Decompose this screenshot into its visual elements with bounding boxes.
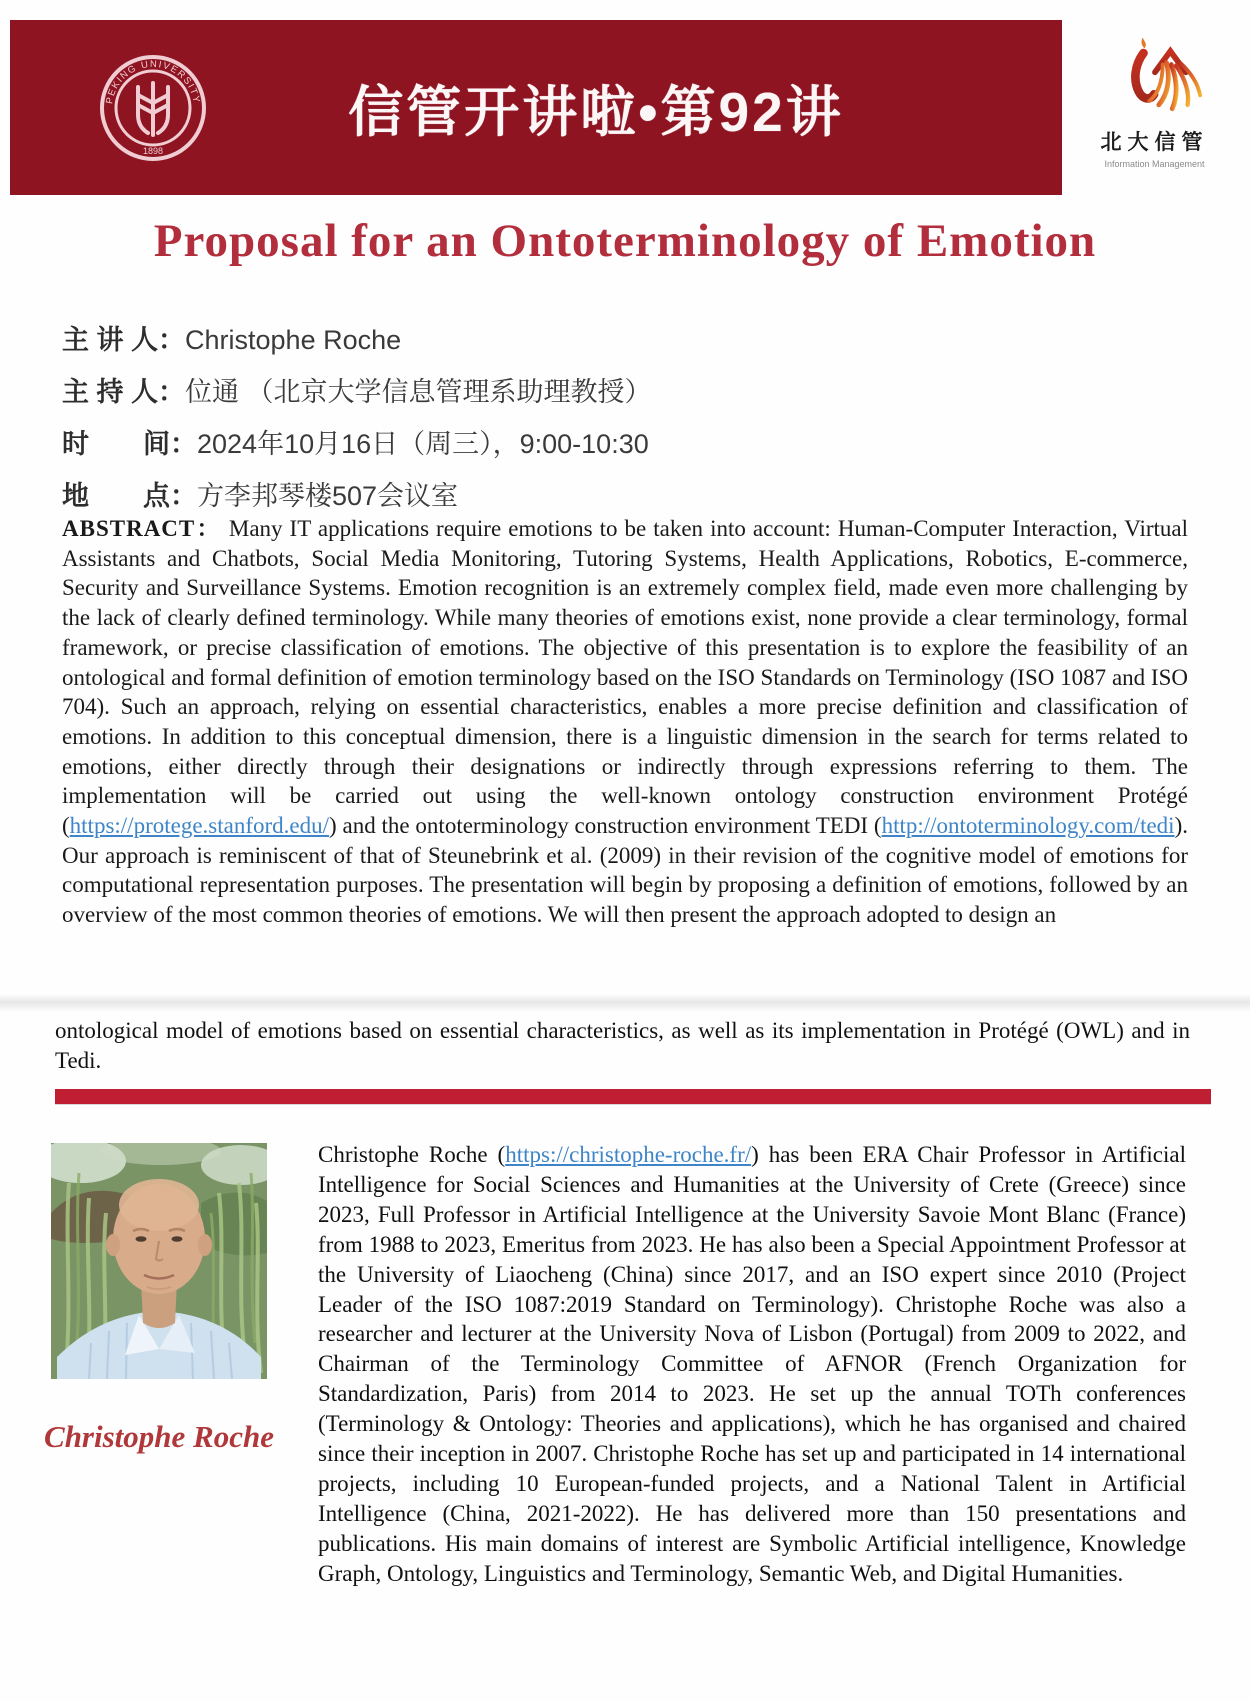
time-value: 2024年10月16日（周三），9:00-10:30 — [197, 429, 649, 459]
detail-row-speaker — [62, 322, 1190, 359]
host-label: 主 持 人： — [62, 377, 186, 407]
screenshot-seam — [0, 994, 1250, 1012]
abstract-text-1: Many IT applications require emotions to be taken into account: Human-Computer Interaction, Virtual Assistants and Chatbots, Social Media Monitoring, Tutoring Systems, Health Applications, Robotics, E-commerce, Security and Surveillance Systems. Emotion recognition is an extremely complex field, made even more challenging by the lack of clearly defined terminology. While many theories of emotions exist, none provide a clear terminology, formal framework, or precise classification of emotions. The objective of this presentation is to explore the feasibility of an ontological and formal definition of emotion terminology based on the ISO Standards on Terminology (ISO 1087 and ISO 704). Such an approach, relying on essential characteristics, enables a more precise definition and classification of emotions. In addition to this conceptual dimension, there is a linguistic dimension in the search for terms related to emotions, either directly through their designations or indirectly through expressions referring to them. The implementation will be carried out using the well-known ontology construction environment Protégé ( — [62, 516, 1188, 839]
department-logo-cn: 北大信管 — [1100, 131, 1209, 154]
speaker-label: 主 讲 人： — [62, 325, 186, 355]
speaker-photo-column — [0, 1140, 318, 1589]
abstract-continuation: ontological model of emotions based on essential characteristics, as well as its implementation in Protégé (OWL) and in Tedi. — [55, 1018, 1190, 1073]
department-logo-en: Information Management — [1104, 159, 1205, 169]
abstract-paragraph — [62, 514, 1188, 930]
abstract-heading: ABSTRACT： — [62, 516, 222, 541]
abstract-text-3: ). Our approach is reminiscent of that of Steunebrink et al. (2009) in their revision of the cognitive model of emotions for computational representation purposes. The presentation will begin by proposing a definition of emotions, followed by an overview of the most common theories of emotions. We will then present the approach adopted to design an — [62, 813, 1188, 928]
detail-row-host — [62, 374, 1190, 411]
location-value: 方李邦琴楼507会议室 — [197, 481, 459, 511]
series-title: 信管开讲啦•第92讲 — [348, 81, 844, 143]
page-title: Proposal for an Ontoterminology of Emotion — [153, 215, 1097, 267]
detail-row-location — [62, 478, 1190, 515]
header-banner — [10, 20, 1062, 195]
speaker-bio-section — [0, 1140, 1250, 1589]
protege-link[interactable]: https://protege.stanford.edu/ — [69, 813, 330, 839]
speaker-photo — [51, 1143, 267, 1379]
speaker-name-caption: Christophe Roche — [44, 1419, 274, 1454]
peking-university-seal-icon — [98, 53, 208, 163]
im-flame-logo-icon — [1107, 32, 1203, 124]
seal-year-text: 1898 — [142, 146, 164, 156]
department-logo — [1072, 32, 1237, 182]
section-divider — [55, 1089, 1211, 1104]
time-label: 时 间： — [62, 429, 197, 459]
host-value: 位通 （北京大学信息管理系助理教授） — [185, 377, 652, 407]
bio-text-2: ) has been ERA Chair Professor in Artificial Intelligence for Social Sciences and Humanities at the University of Crete (Greece) since 2023, Full Professor in Artificial Intelligence at the University Savoie Mont Blanc (France) from 1988 to 2023, Emeritus from 2023. He has also been a Special Appointment Professor at the University of Liaocheng (China) since 2017, and an ISO expert since 2010 (Project Leader of the ISO 1087:2019 Standard on Terminology). Christophe Roche was also a researcher and lecturer at the University Nova of Lisbon (Portugal) from 2009 to 2022, and Chairman of the Terminology Committee of AFNOR (French Organization for Standardization, Paris) from 2014 to 2023. He set up the annual TOTh conferences (Terminology & Ontology: Theories and applications), which he has organised and chaired since their inception in 2007. Christophe Roche has set up and participated in 14 international projects, including 10 European-funded projects, and a National Talent in Artificial Intelligence (China, 2021-2022). He has delivered more than 150 presentations and publications. His main domains of interest are Symbolic Artificial intelligence, Knowledge Graph, Ontology, Linguistics and Terminology, Semantic Web, and Digital Humanities. — [318, 1142, 1186, 1586]
seal-arc-text: PEKING UNIVERSITY — [104, 58, 202, 105]
detail-row-time — [62, 426, 1190, 463]
speaker-value: Christophe Roche — [185, 325, 402, 355]
speaker-portrait-illustration — [51, 1143, 267, 1379]
lecture-details — [62, 322, 1190, 530]
abstract-text-2: ) and the ontoterminology construction environment TEDI ( — [329, 813, 882, 839]
bio-text-1: Christophe Roche ( — [318, 1142, 506, 1167]
location-label: 地 点： — [62, 481, 197, 511]
speaker-bio-paragraph — [318, 1140, 1186, 1589]
tedi-link[interactable]: http://ontoterminology.com/tedi — [881, 813, 1175, 839]
speaker-website-link[interactable]: https://christophe-roche.fr/ — [505, 1142, 752, 1167]
